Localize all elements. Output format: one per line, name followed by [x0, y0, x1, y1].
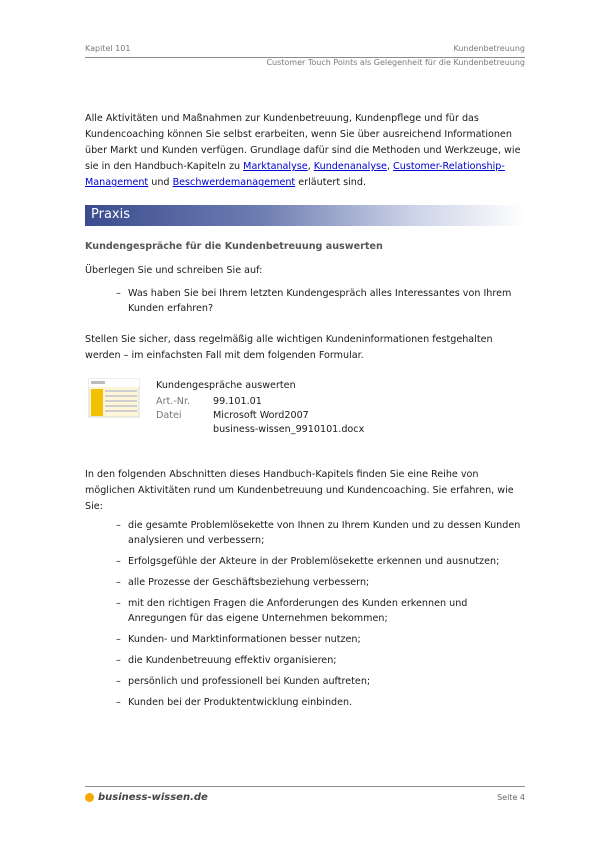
logo-dot-icon: [85, 793, 94, 802]
intro-paragraph: [85, 111, 525, 191]
datei-label: Datei: [156, 410, 182, 421]
datei-value: [213, 409, 413, 437]
header-subtitle: Customer Touch Points als Gelegenheit für die Kundenbetreuung: [266, 58, 525, 67]
link-kundenanalyse[interactable]: Kundenanalyse: [313, 161, 387, 172]
page-number: Seite 4: [497, 793, 525, 802]
chapter-topic: Kundenbetreuung: [453, 44, 525, 53]
section-title: Praxis: [91, 207, 130, 222]
list-item: [116, 653, 526, 668]
datei-row: [156, 409, 413, 437]
list-item-text: die Kundenbetreuung effektiv organisieren;: [128, 655, 337, 666]
link-beschwerdemanagement[interactable]: Beschwerdemanagement: [172, 177, 296, 188]
list-item: [116, 518, 526, 548]
bullet-dash: –: [116, 598, 121, 609]
intro-sep: ,: [386, 161, 394, 172]
datei-filename: business-wissen_9910101.docx: [213, 424, 365, 435]
bullet-dash: –: [116, 634, 121, 645]
activities-paragraph: In den folgenden Abschnitten dieses Handbuch-Kapitels finden Sie eine Reihe von möglichen Aktivitäten rund um Kundenbetreuung und Kundencoaching. Sie erfahren, wie Sie:: [85, 469, 514, 512]
list-item: [116, 554, 526, 569]
list-item: [116, 632, 526, 647]
bullet-dash: –: [116, 520, 121, 531]
chapter-label: Kapitel 101: [85, 44, 131, 53]
art-value: 99.101.01: [213, 396, 262, 407]
list-item-text: Erfolgsgefühle der Akteure in der Problemlösekette erkennen und ausnutzen;: [128, 556, 500, 567]
link-marktanalyse[interactable]: Marktanalyse: [243, 161, 308, 172]
list-item-text: mit den richtigen Fragen die Anforderungen des Kunden erkennen und Anregungen für das eigene Unternehmen bekommen;: [128, 598, 468, 624]
list-item: [116, 596, 526, 626]
subheading: Kundengespräche für die Kundenbetreuung auswerten: [85, 241, 383, 252]
bullet-dash: –: [116, 556, 121, 567]
question-list: [116, 286, 526, 316]
intro-text-end: erläutert sind.: [295, 177, 367, 188]
bullet-dash: –: [116, 676, 121, 687]
intro-text: Alle Aktivitäten und Maßnahmen zur Kundenbetreuung, Kundenpflege und für das Kundencoaching können Sie selbst erarbeiten, wenn Sie über ausreichend Informationen über Markt und Kunden verfügen. Grundlage dafür sind die Methoden und Werkzeuge, wie sie in den Handbuch-Kapiteln zu: [85, 113, 521, 172]
footer-logo: [85, 792, 208, 803]
instruction-paragraph: Stellen Sie sicher, dass regelmäßig alle wichtigen Kundeninformationen festgehalten werden – im einfachsten Fall mit dem folgenden Formular.: [85, 334, 493, 361]
bullet-dash: –: [116, 697, 121, 708]
list-item-text: persönlich und professionell bei Kunden auftreten;: [128, 676, 371, 687]
section-bar: [85, 205, 525, 226]
form-title: Kundengespräche auswerten: [156, 380, 296, 391]
art-row: [156, 395, 413, 409]
form-info: [156, 379, 413, 437]
footer-divider: [85, 786, 525, 787]
bullet-dash: –: [116, 577, 121, 588]
list-item-text: die gesamte Problemlösekette von Ihnen zu Ihrem Kunden und zu dessen Kunden analysieren und verbessern;: [128, 520, 521, 546]
list-item-text: alle Prozesse der Geschäftsbeziehung verbessern;: [128, 577, 370, 588]
link-crm[interactable]: Customer-Relationship-Management: [85, 161, 505, 188]
activities-list: [116, 518, 526, 716]
form-thumbnail[interactable]: [88, 378, 140, 418]
page-header: [85, 44, 525, 53]
art-label: Art.-Nr.: [156, 396, 191, 407]
bullet-dash: –: [116, 655, 121, 666]
list-item: [116, 674, 526, 689]
list-item: [116, 575, 526, 590]
list-item: [116, 695, 526, 710]
list-item-text: Kunden- und Marktinformationen besser nutzen;: [128, 634, 361, 645]
logo-text: business-wissen.de: [98, 792, 208, 803]
document-thumbnail-icon: [88, 378, 140, 418]
bullet-dash: –: [116, 288, 121, 299]
list-item: [116, 286, 526, 316]
datei-format: Microsoft Word2007: [213, 410, 309, 421]
intro-sep: und: [148, 177, 173, 188]
list-item-text: Kunden bei der Produktentwicklung einbinden.: [128, 697, 353, 708]
prompt-text: Überlegen Sie und schreiben Sie auf:: [85, 265, 263, 276]
intro-sep: ,: [307, 161, 314, 172]
list-item-text: Was haben Sie bei Ihrem letzten Kundengespräch alles Interessantes von Ihrem Kunden erfahren?: [128, 288, 512, 314]
